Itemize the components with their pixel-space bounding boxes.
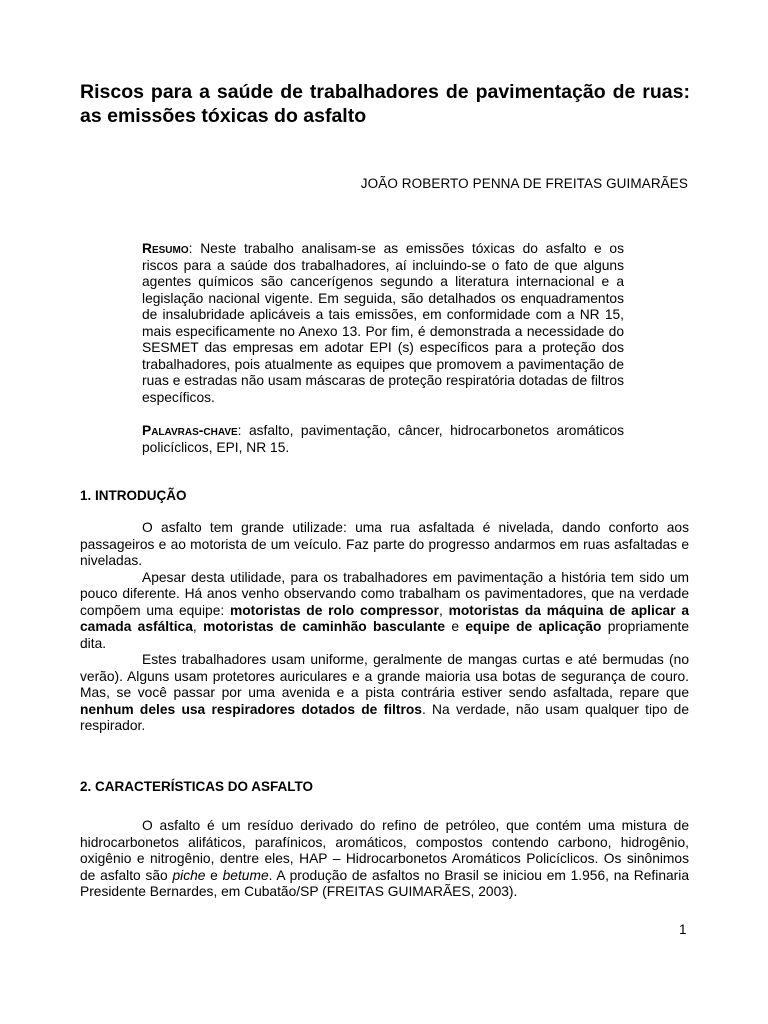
paragraph: O asfalto tem grande utilizade: uma rua asfaltada é nivelada, dando conforto aos passageiros e ao motorista de um veículo. Faz parte do progresso andarmos em ruas asfaltadas e niveladas. [80, 520, 689, 568]
author-name: JOÃO ROBERTO PENNA DE FREITAS GUIMARÃES [360, 176, 688, 191]
paragraph: O asfalto é um resíduo derivado do refino de petróleo, que contém uma mistura de hidrocarbonetos alifáticos, parafínicos, aromáticos, compostos contendo carbono, hidrogênio, oxigênio e nitrogênio, dentre eles, HAP – Hidrocarbonetos Aromáticos Policíclicos. Os sinônimos de asfalto são piche e betume. A produção de asfaltos no Brasil se iniciou em 1.956, na Refinaria Presidente Bernardes, em Cubatão/SP (FREITAS GUIMARÃES, 2003). [80, 818, 689, 899]
bold-phrase: equipe de aplicação [465, 619, 602, 634]
bold-phrase: motoristas de caminhão basculante [203, 619, 446, 634]
keywords [142, 423, 624, 456]
page-number: 1 [679, 922, 687, 937]
italic-term: piche [172, 867, 206, 883]
section-heading-introduction: 1. INTRODUÇÃO [80, 488, 187, 503]
section-introduction-body [80, 520, 689, 735]
keywords-label: Palavras-chave [142, 423, 238, 438]
abstract-text: : Neste trabalho analisam-se as emissões tóxicas do asfalto e os riscos para a saúde dos trabalhadores, aí incluindo-se o fato de que alguns agentes químicos são cancerígenos segundo a literatura internacional e a legislação nacional vigente. Em seguida, são detalhados os enquadramentos de insalubridade aplicáveis a tais emissões, em conformidade com a NR 15, mais especificamente no Anexo 13. Por fim, é demonstrada a necessidade do SESMET das empresas em adotar EPI (s) específicos para a proteção dos trabalhadores, pois atualmente as equipes que promovem a pavimentação de ruas e estradas não usam máscaras de proteção respiratória dotadas de filtros específicos. [142, 241, 624, 405]
bold-phrase: motoristas de rolo compressor [229, 602, 439, 618]
italic-term: betume [222, 867, 269, 883]
keywords-text: : asfalto, pavimentação, câncer, hidrocarbonetos aromáticos policíclicos, EPI, NR 15. [142, 423, 624, 455]
bold-phrase: nenhum deles usa respiradores dotados de filtros [80, 701, 422, 717]
section-asphalt-body [80, 818, 689, 901]
abstract-label: Resumo [142, 241, 189, 256]
paragraph: Estes trabalhadores usam uniforme, geralmente de mangas curtas e até bermudas (no verão). Alguns usam protetores auriculares e a grande maioria usa botas de segurança de couro. Mas, se você passar por uma avenida e a pista contrária estiver sendo asfaltada, repare que nenhum deles usa respiradores dotados de filtros. Na verdade, não usam qualquer tipo de respirador. [80, 652, 689, 733]
document-title: Riscos para a saúde de trabalhadores de pavimentação de ruas: as emissões tóxicas do asfalto [80, 81, 690, 127]
paragraph: Apesar desta utilidade, para os trabalhadores em pavimentação a história tem sido um pouco diferente. Há anos venho observando como trabalham os pavimentadores, que na verdade compõem uma equipe: motoristas de rolo compressor, motoristas da máquina de aplicar a camada asfáltica, motoristas de caminhão basculante e equipe de aplicação propriamente dita. [80, 569, 689, 651]
section-heading-asphalt-characteristics: 2. CARACTERÍSTICAS DO ASFALTO [80, 779, 314, 794]
abstract [142, 241, 624, 406]
bold-phrase: motoristas da máquina de aplicar a camada asfáltica [80, 602, 689, 634]
